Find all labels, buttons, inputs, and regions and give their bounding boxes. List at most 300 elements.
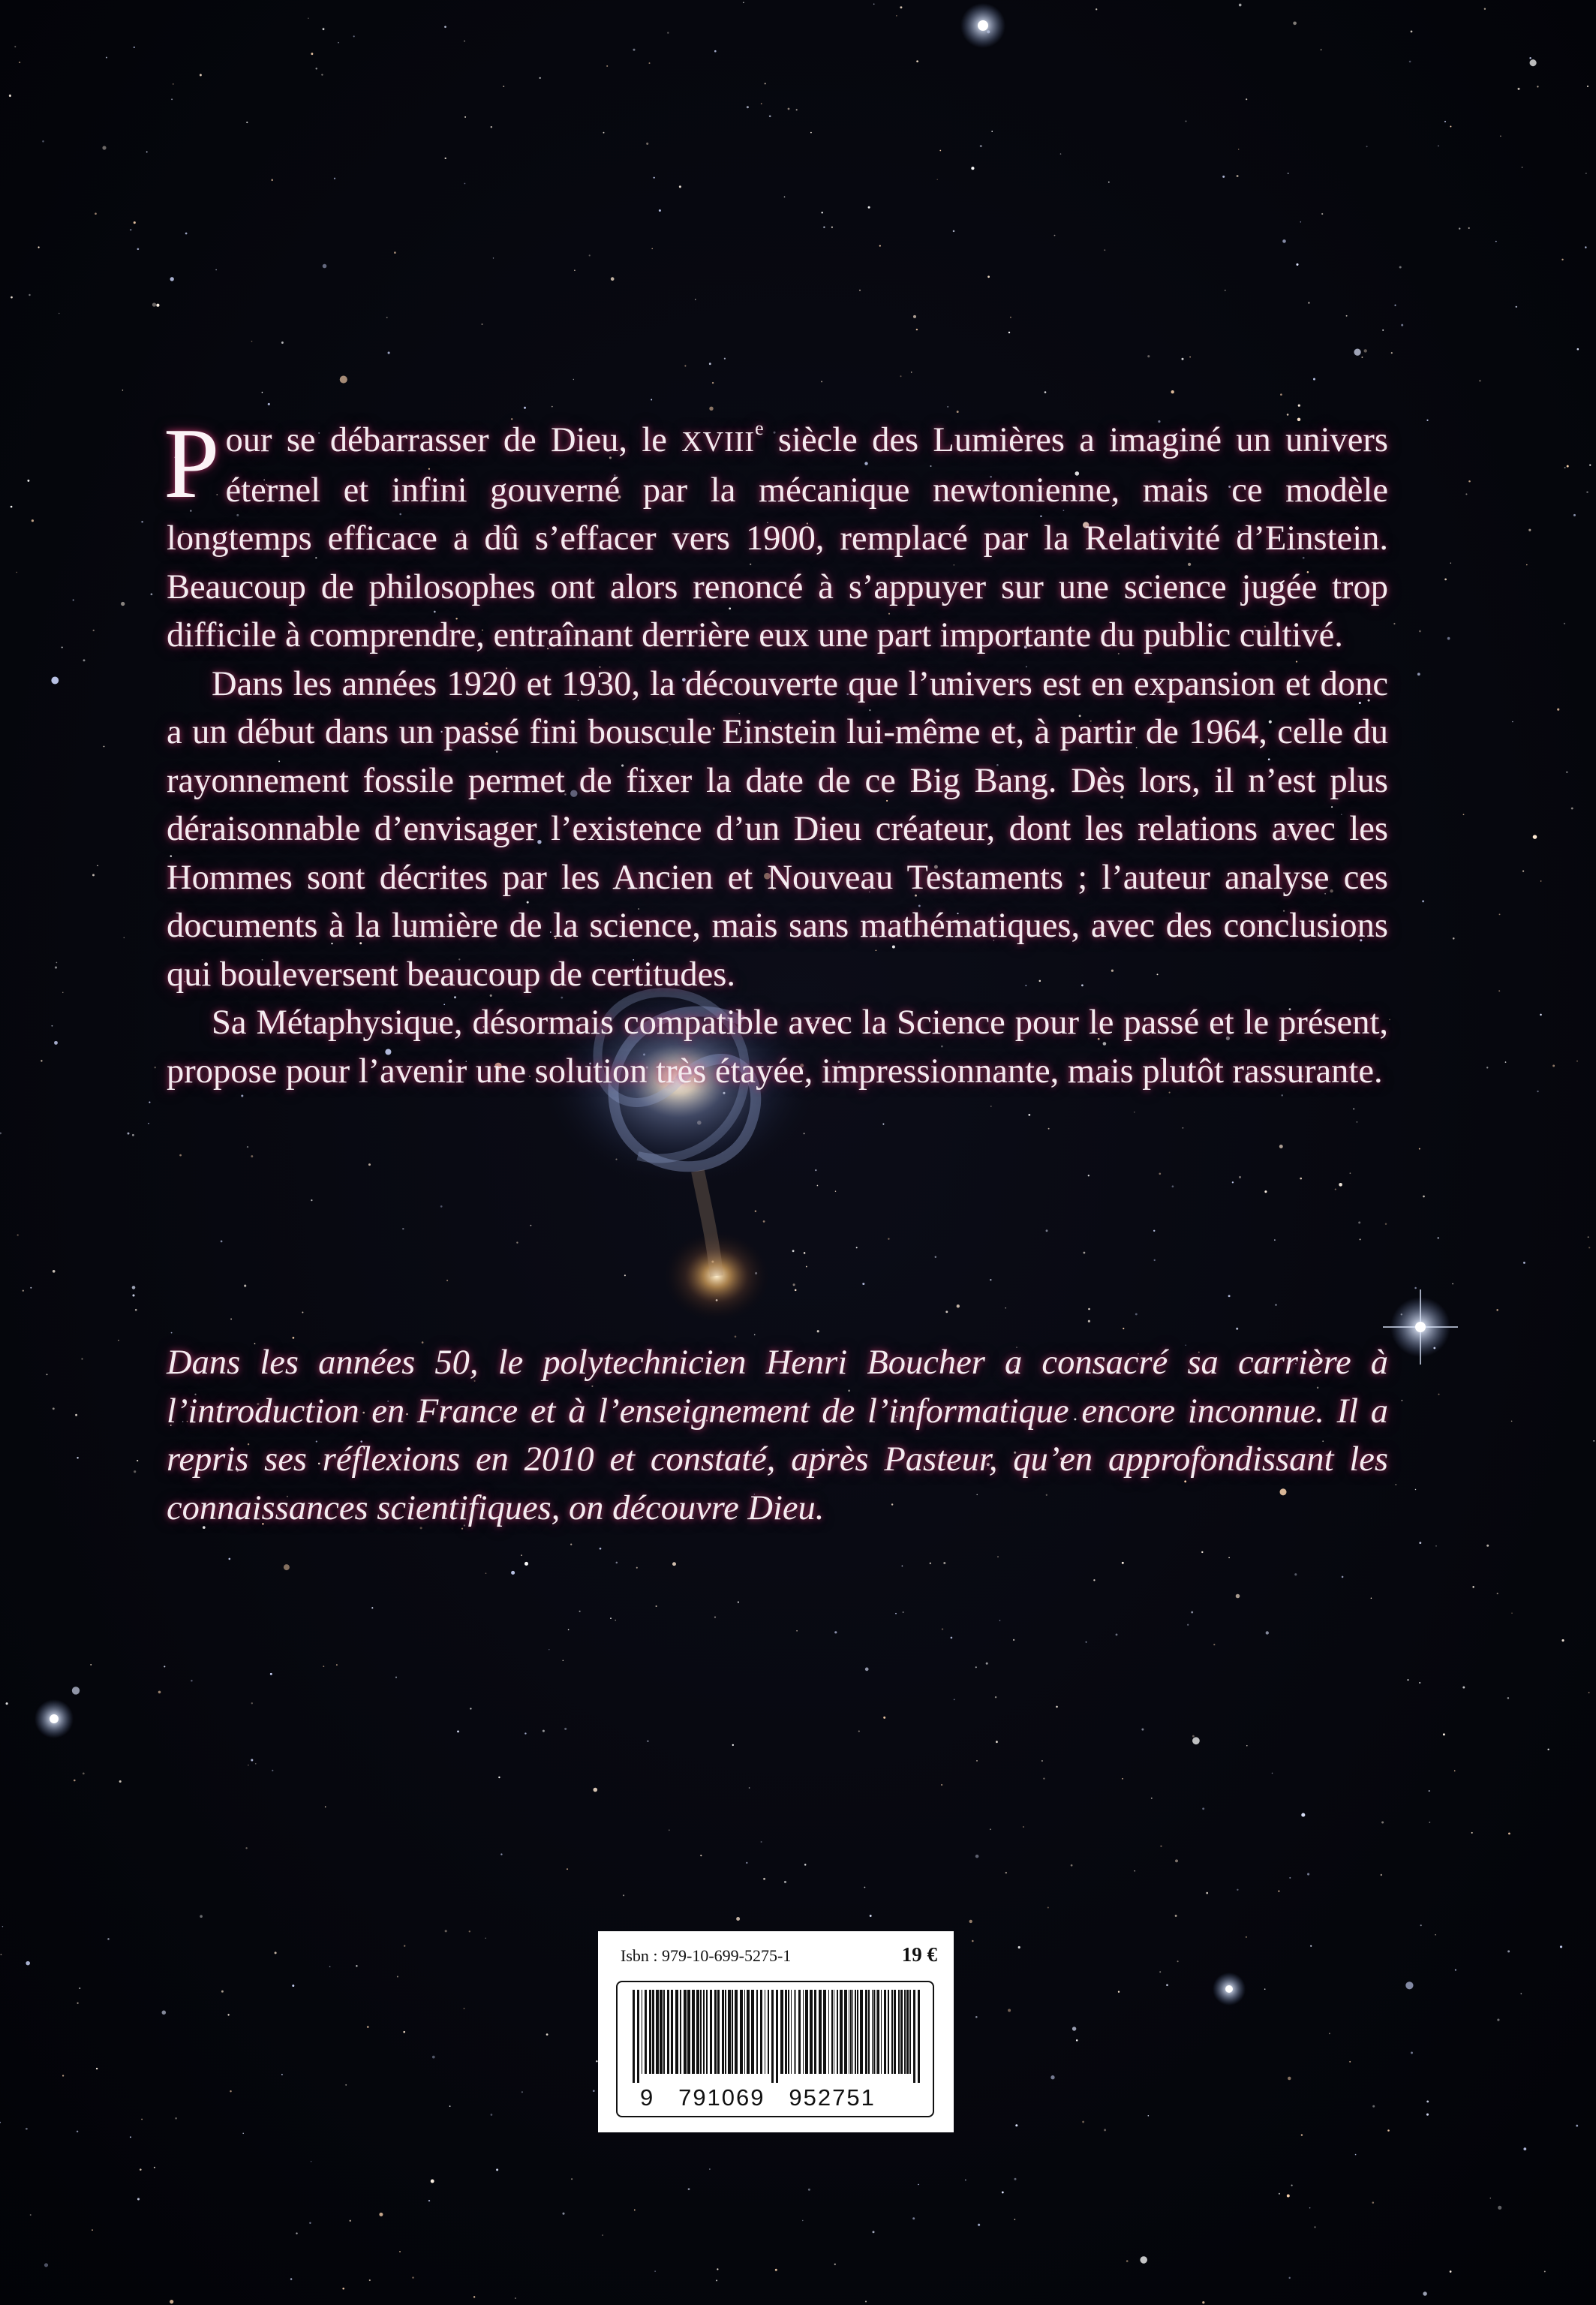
star (185, 233, 188, 235)
star (27, 480, 29, 482)
barcode-bar (696, 1990, 699, 2074)
star (1182, 1127, 1183, 1129)
star (1321, 213, 1323, 215)
star (1206, 1892, 1208, 1894)
star (754, 1334, 756, 1335)
star (524, 407, 526, 409)
star (59, 313, 60, 314)
star (1540, 880, 1542, 882)
star (38, 246, 40, 248)
star (987, 275, 990, 278)
star (1307, 1873, 1309, 1875)
star (1357, 1121, 1358, 1123)
star (930, 1563, 931, 1564)
star (1047, 1906, 1049, 1908)
star (975, 1855, 979, 1858)
star (1246, 1745, 1248, 1747)
star (106, 57, 107, 59)
star (53, 1270, 56, 1273)
star (1104, 2129, 1106, 2131)
star (152, 302, 156, 306)
star (540, 77, 541, 79)
barcode-bar (633, 1990, 635, 2083)
star (1185, 120, 1186, 122)
star (957, 1304, 960, 1307)
star (170, 277, 174, 281)
barcode-bar (675, 1990, 678, 2074)
star (118, 1340, 119, 1341)
barcode-bar (722, 1990, 724, 2074)
star (999, 1620, 1001, 1621)
barcode-bar (768, 1990, 769, 2074)
star (738, 1602, 739, 1603)
star (1014, 2219, 1016, 2220)
barcode-bar (900, 1990, 903, 2074)
star (334, 178, 335, 179)
star (1275, 1304, 1276, 1305)
star (336, 1664, 338, 1666)
star (200, 1915, 203, 1918)
star (1321, 50, 1322, 51)
star (1393, 623, 1395, 624)
star (230, 2090, 231, 2092)
star (831, 227, 833, 228)
star (53, 1407, 55, 1410)
star (980, 145, 982, 147)
star (386, 317, 388, 318)
star (1447, 637, 1450, 640)
star (1104, 249, 1105, 251)
star (470, 1708, 471, 1709)
star (1394, 305, 1396, 306)
star (1588, 1692, 1590, 1693)
star (888, 1238, 889, 1239)
star (1471, 1832, 1473, 1834)
star (464, 183, 466, 185)
star (311, 53, 313, 55)
star (1537, 1091, 1538, 1092)
star (806, 1266, 807, 1268)
star (311, 1199, 312, 1201)
star (552, 406, 553, 408)
barcode-bar (873, 1990, 875, 2074)
star (943, 1562, 945, 1564)
barcode-bar (810, 1990, 813, 2074)
star (345, 2084, 347, 2086)
star (1450, 562, 1451, 563)
star (270, 1673, 272, 1675)
star (1232, 1181, 1234, 1183)
blurb-p1-rest: siècle des Lumières a imaginé un univers éternel et infini gouverné par la mécanique newtonienne, mais ce modèle longtemps efficace a dû s’effacer vers 1900, remplacé par la Relativité d’Einstein. Beaucoup de philosophes ont alors renoncé à s’appuyer sur une science jugée trop difficile à comprendre, entraînant derrière eux une part importante du public cultivé. (167, 421, 1388, 654)
star (1399, 266, 1402, 268)
star (79, 1988, 80, 1989)
star (659, 209, 661, 212)
barcode-bar (751, 1990, 754, 2074)
star (1076, 2039, 1078, 2042)
star (1141, 1729, 1144, 1731)
barcode-bar (652, 1990, 654, 2074)
star (1237, 1889, 1238, 1891)
star (367, 2026, 369, 2028)
star (913, 315, 916, 318)
star (769, 115, 771, 117)
star (1511, 1612, 1513, 1614)
star (1082, 2121, 1084, 2123)
star (77, 1457, 78, 1458)
star (134, 221, 136, 224)
star (717, 2268, 718, 2270)
star (971, 167, 974, 170)
star (821, 212, 822, 213)
star (77, 2131, 78, 2132)
star (935, 1256, 936, 1257)
star (996, 1741, 998, 1743)
star (1560, 1945, 1562, 1948)
star (493, 257, 494, 258)
star (795, 1289, 797, 1292)
blurb-paragraph-1 (164, 408, 1388, 661)
star (1147, 355, 1150, 357)
star (1151, 1798, 1153, 1799)
star (308, 18, 309, 20)
star (1096, 8, 1097, 10)
star (1522, 870, 1524, 871)
barcode-bar (819, 1990, 822, 2074)
star (83, 1773, 85, 1775)
barcode-bar (840, 1990, 843, 2074)
star (104, 746, 105, 748)
star (1175, 1859, 1178, 1862)
star (1495, 241, 1497, 242)
star (610, 1617, 612, 1619)
star (1420, 1924, 1422, 1926)
star (77, 2003, 78, 2004)
star (155, 1067, 156, 1068)
barcode-bar (898, 1990, 900, 2074)
star (603, 132, 605, 134)
star (651, 399, 652, 401)
century-suffix: e (755, 417, 764, 439)
barcode-bar (805, 1990, 808, 2074)
star (858, 1731, 860, 1732)
star (93, 630, 95, 631)
star (688, 2188, 690, 2190)
star (227, 2014, 229, 2015)
barcode-bar (785, 1990, 787, 2074)
star (388, 352, 390, 354)
star (221, 1991, 224, 1993)
star (1564, 623, 1565, 624)
star (1264, 1190, 1267, 1193)
star (19, 62, 20, 63)
star (1391, 352, 1393, 354)
star (1401, 1400, 1402, 1401)
star (1288, 2077, 1291, 2080)
star (1342, 1576, 1344, 1578)
star (399, 2251, 401, 2252)
star (1010, 317, 1011, 318)
star (651, 248, 652, 249)
star (130, 229, 131, 230)
star (1588, 1236, 1589, 1238)
star (732, 1744, 734, 1746)
star (62, 2075, 64, 2076)
star (1056, 1706, 1058, 1708)
star (1462, 1687, 1465, 1689)
star (602, 2234, 603, 2236)
star (1417, 673, 1420, 676)
star (356, 1965, 357, 1966)
star (524, 1732, 526, 1734)
star (102, 146, 106, 149)
star (51, 1025, 53, 1027)
star (1172, 1185, 1174, 1187)
star (62, 992, 63, 993)
star (1008, 2009, 1011, 2012)
star (1486, 1067, 1488, 1068)
star (546, 2033, 549, 2036)
star (1361, 357, 1363, 358)
star (873, 2231, 875, 2233)
star (1335, 1189, 1336, 1190)
star (316, 68, 317, 69)
star (11, 506, 13, 508)
star (1564, 467, 1566, 468)
star (1002, 2191, 1004, 2193)
bright-star-top-icon (960, 3, 1005, 48)
star (404, 1945, 405, 1946)
star (1438, 1237, 1439, 1238)
star (995, 1696, 996, 1698)
barcode-bar (860, 1990, 863, 2074)
barcode-bar (692, 1990, 695, 2074)
ean-digits: 9 791069 952751 (640, 2084, 876, 2111)
star (1266, 1631, 1269, 1634)
star (823, 227, 825, 228)
star (1288, 173, 1289, 174)
star (350, 2220, 351, 2222)
star (449, 2105, 451, 2107)
bright-star-left-icon (35, 1699, 74, 1738)
star (1287, 2195, 1290, 2198)
barcode-bar (857, 1990, 858, 2074)
star (990, 1279, 991, 1280)
star (986, 1663, 988, 1665)
star (903, 1611, 904, 1613)
star (1175, 1915, 1177, 1917)
star (1453, 937, 1455, 940)
barcode-bar (850, 1990, 852, 2074)
star (162, 2011, 167, 2015)
star (444, 26, 446, 28)
star (882, 1124, 884, 1125)
star (1498, 990, 1500, 992)
star (1046, 1229, 1048, 1232)
star (146, 151, 148, 152)
star (804, 1252, 806, 1254)
star (646, 143, 648, 145)
star (1171, 390, 1174, 393)
star (1237, 175, 1239, 177)
star (1166, 1984, 1168, 1986)
star (1496, 1309, 1498, 1310)
barcode-bar (714, 1990, 717, 2074)
star (72, 1687, 80, 1694)
star (1459, 227, 1460, 229)
star (1300, 1178, 1302, 1180)
barcode-bar (814, 1990, 816, 2074)
star (1329, 2033, 1330, 2034)
star (594, 1788, 598, 1792)
star (151, 593, 153, 595)
star (870, 1915, 872, 1917)
star (600, 1548, 602, 1550)
star (1, 1954, 2, 1955)
star (571, 2178, 573, 2180)
star (1278, 1891, 1279, 1892)
star (14, 46, 16, 47)
star (1008, 332, 1010, 333)
star (1116, 1633, 1118, 1635)
star (978, 2224, 980, 2226)
star (302, 1312, 303, 1313)
star (1484, 8, 1486, 10)
star (1293, 22, 1297, 26)
barcode-bar (744, 1990, 745, 2074)
star (97, 865, 98, 866)
barcode-bar (656, 1990, 659, 2074)
barcode-bar (660, 1990, 663, 2074)
barcode-bar (795, 1990, 796, 2074)
star (1108, 182, 1110, 183)
barcode-bar (852, 1990, 853, 2074)
star (804, 1133, 805, 1134)
star (1308, 302, 1310, 304)
star (9, 95, 11, 97)
star (1518, 88, 1520, 90)
star (445, 158, 446, 159)
star (1500, 135, 1501, 137)
star (1435, 1934, 1436, 1936)
barcode-bar (877, 1990, 879, 2074)
star (1497, 1593, 1498, 1594)
star (1018, 1946, 1020, 1948)
star (835, 1190, 836, 1191)
star (1465, 493, 1467, 495)
star (976, 1760, 978, 1762)
barcode-bar (776, 1990, 778, 2083)
star (567, 1868, 568, 1870)
star (865, 2300, 867, 2302)
barcode-bar (735, 1990, 738, 2074)
star (1415, 1489, 1416, 1490)
star (1071, 1864, 1073, 1867)
star (1005, 1872, 1007, 1873)
star (255, 1763, 256, 1764)
star (26, 2128, 28, 2130)
star (1213, 1644, 1215, 1645)
star (606, 65, 608, 67)
star (148, 1123, 149, 1124)
star (1576, 2125, 1578, 2127)
star (26, 1961, 30, 1966)
star (1455, 1969, 1456, 1971)
star (1507, 1697, 1510, 1699)
barcode-bar (645, 1990, 647, 2074)
star (654, 177, 655, 179)
star (271, 179, 273, 182)
star (579, 1611, 581, 1612)
star (1044, 391, 1047, 393)
back-cover-blurb (164, 408, 1388, 1096)
star (1350, 1172, 1351, 1174)
star (1088, 1308, 1090, 1310)
star (1072, 2027, 1076, 2030)
barcode-bar (837, 1990, 838, 2074)
star (73, 599, 74, 600)
star (1134, 1870, 1135, 1871)
star (859, 290, 861, 291)
star (32, 519, 34, 522)
star (1363, 349, 1366, 352)
star (1585, 246, 1587, 248)
star (1557, 709, 1559, 711)
star (1313, 378, 1315, 381)
star (1567, 465, 1569, 468)
star (1589, 464, 1591, 465)
star (873, 4, 875, 5)
star (1264, 1988, 1266, 1990)
star (1228, 1557, 1230, 1558)
star (530, 1225, 531, 1226)
star (1372, 2105, 1375, 2108)
star (761, 103, 762, 104)
star (1236, 1328, 1238, 1330)
star (1314, 2226, 1315, 2228)
star (763, 1220, 765, 1223)
star (834, 2264, 836, 2265)
star (325, 1806, 326, 1807)
star (170, 2300, 173, 2303)
star (1529, 57, 1531, 59)
star (17, 1234, 19, 1235)
star (156, 304, 159, 307)
star (1279, 2193, 1280, 2195)
star (251, 341, 253, 342)
star (1088, 1175, 1090, 1176)
star (570, 1543, 572, 1545)
star (747, 106, 749, 108)
star (636, 1567, 638, 1569)
barcode-bar (771, 1990, 774, 2083)
star (1013, 1639, 1014, 1641)
bright-star-lower-right-icon (1213, 1972, 1246, 2006)
star (564, 1728, 567, 1730)
star (371, 1607, 373, 1608)
star (1043, 1778, 1044, 1780)
star (1239, 1176, 1241, 1178)
barcode-bar (884, 1990, 886, 2074)
star (593, 2090, 595, 2092)
star (2, 1926, 3, 1927)
star (1355, 2154, 1357, 2156)
star (1566, 772, 1567, 773)
star (464, 2008, 465, 2009)
century-numeral: XVIII (681, 426, 756, 458)
star (1523, 2147, 1526, 2150)
star (397, 1976, 398, 1978)
star (1187, 1624, 1189, 1626)
